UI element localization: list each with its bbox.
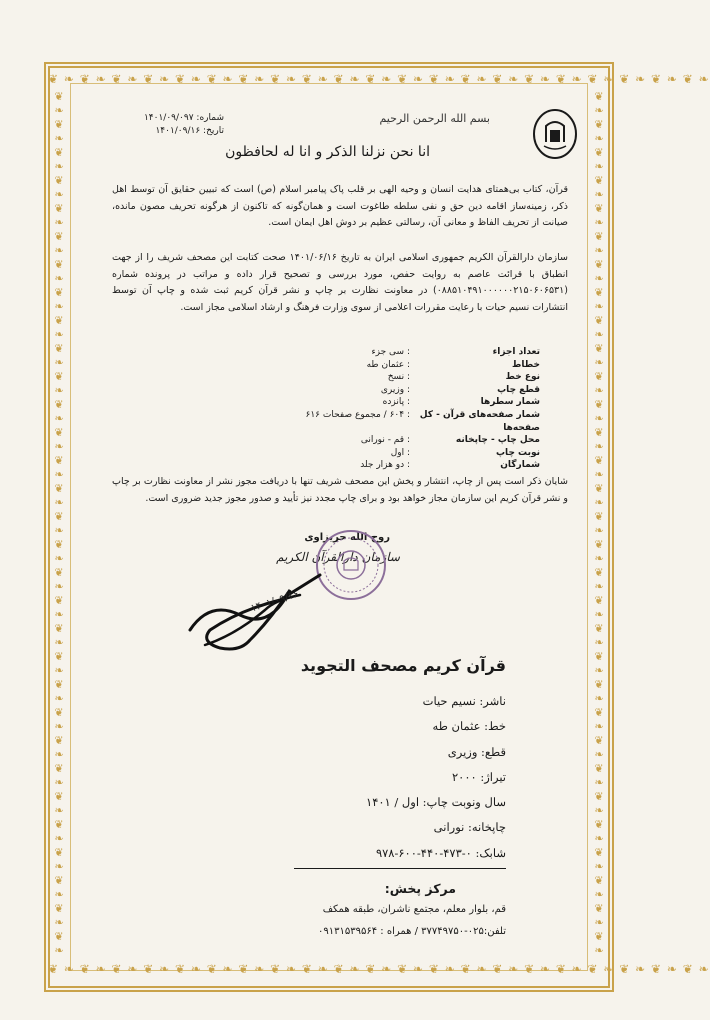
circulation-line: تیراژ: ۲۰۰۰	[451, 769, 506, 784]
spec-row	[220, 409, 540, 434]
top-ornament: ❦ ❧ ❦ ❧ ❦ ❧ ❦ ❧ ❦ ❧ ❦ ❧ ❦ ❧ ❦ ❧ ❦ ❧ ❦ ❧ ❦ ❧ ❦ ❧ ❦ ❧ ❦ ❧ ❦ ❧ ❦ ❧ ❦ ❧ ❦ ❧ ❦ ❧ ❦ ❧ ❦ ❧	[48, 72, 710, 86]
edition-line: سال ونوبت چاپ: اول / ۱۴۰۱	[366, 795, 506, 810]
quran-verse: انا نحن نزلنا الذکر و انا له لحافظون	[225, 144, 430, 160]
format-line: قطع: وزیری	[447, 744, 506, 759]
spec-value: : پانزده	[382, 397, 410, 408]
spec-key: قطع چاپ	[497, 384, 540, 395]
imprint-block	[106, 656, 506, 943]
spec-value: : عثمان طه	[366, 359, 410, 370]
spec-value: : دو هزار جلد	[360, 460, 410, 471]
handwritten-date: ۱۴۰۱/۰۹/۱۶	[249, 588, 301, 615]
bottom-ornament: ❦ ❧ ❦ ❧ ❦ ❧ ❦ ❧ ❦ ❧ ❦ ❧ ❦ ❧ ❦ ❧ ❦ ❧ ❦ ❧ ❦ ❧ ❦ ❧ ❦ ❧ ❦ ❧ ❦ ❧ ❦ ❧ ❦ ❧ ❦ ❧ ❦ ❧ ❦ ❧ ❦ ❧	[48, 962, 710, 976]
organization-logo	[532, 108, 578, 160]
isbn-line: شابک: ۰-۴۷۳-۴۴۰-۶۰۰-۹۷۸	[375, 845, 506, 860]
left-ornament: ❦ ❧ ❦ ❧ ❦ ❧ ❦ ❧ ❦ ❧ ❦ ❧ ❦ ❧ ❦ ❧ ❦ ❧ ❦ ❧ ❦ ❧ ❦ ❧ ❦ ❧ ❦ ❧ ❦ ❧ ❦ ❧ ❦ ❧ ❦ ❧ ❦ ❧ ❦ ❧ ❦ ❧ ❦ ❧ ❦ ❧ ❦ ❧ ❦ ❧ ❦ ❧ ❦ ❧ ❦ ❧ ❦ ❧ ❦ ❧ ❦ ❧	[54, 90, 64, 957]
spec-key: تعداد اجزاء	[492, 347, 540, 357]
spec-key: شمار سطرها	[480, 397, 540, 408]
spec-row	[220, 359, 540, 372]
notice-paragraph: شایان ذکر است پس از چاپ، انتشار و پخش این مصحف شریف تنها با دریافت مجوز نشر از معاونت نظارت بر چاپ و نشر قرآن کریم این سازمان مجاز خواهد بود و برای چاپ مجدد نیز تأیید و صدور مجوز جدید ضروری است.	[112, 476, 568, 504]
distribution-title: مرکز پخش:	[384, 881, 456, 897]
divider	[294, 868, 506, 869]
spec-value: : قم - نورانی	[360, 435, 410, 446]
spec-value: : ۶۰۴ / مجموع صفحات ۶۱۶	[305, 409, 410, 420]
calligraphy-line: خط: عثمان طه	[432, 719, 506, 734]
spec-key: خطاط	[512, 359, 540, 370]
right-ornament: ❦ ❧ ❦ ❧ ❦ ❧ ❦ ❧ ❦ ❧ ❦ ❧ ❦ ❧ ❦ ❧ ❦ ❧ ❦ ❧ ❦ ❧ ❦ ❧ ❦ ❧ ❦ ❧ ❦ ❧ ❦ ❧ ❦ ❧ ❦ ❧ ❦ ❧ ❦ ❧ ❦ ❧ ❦ ❧ ❦ ❧ ❦ ❧ ❦ ❧ ❦ ❧ ❦ ❧ ❦ ❧ ❦ ❧ ❦ ❧ ❦ ❧	[594, 90, 604, 957]
spec-key: شمار صفحه‌های قرآن - کل صفحه‌ها	[419, 409, 540, 433]
spec-value: : نسخ	[387, 372, 410, 383]
distribution-address: قم، بلوار معلم، مجتمع ناشران، طبقه همکف	[322, 904, 506, 916]
spec-row	[220, 371, 540, 384]
spec-key: شمارگان	[500, 460, 540, 471]
approval-paragraph: سازمان دارالقرآن الکریم جمهوری اسلامی ایران به تاریخ ۱۴۰۱/۰۶/۱۶ صحت کتابت این مصحف شریف را از جهت انطباق با قرائت عاصم به روایت حفص، مورد بررسی و تصحیح قرار داده و مراتب در پرونده شماره (۰۸۸۵۱۰۴۹۱۰۰۰۰۰۰۲۱۵۰۶۰۶۵۳۱) در معاونت نظارت بر چاپ و نشر قرآن کریم ثبت شده و چاپ آن توسط انتشارات نسیم حیات با رعایت مقررات اعلامی از سوی وزارت فرهنگ و ارشاد اسلامی مجاز است.	[112, 252, 569, 313]
spec-row	[220, 447, 540, 460]
book-title: قرآن کریم مصحف التجوید	[300, 656, 506, 675]
spec-row	[220, 346, 540, 359]
signer-name: روح الله حریزاوی	[304, 532, 390, 543]
spec-value: : اول	[390, 447, 410, 458]
spec-key: نوبت چاپ	[496, 447, 540, 458]
distribution-phones: تلفن:۰۲۵-۳۷۷۴۹۷۵۰ / همراه : ۰۹۱۳۱۵۳۹۵۶۴	[318, 926, 506, 938]
spec-key: نوع خط	[505, 372, 540, 383]
intro-paragraph: قرآن، کتاب بی‌همتای هدایت انسان و وحیه الهی بر قلب پاک پیامبر اسلام (ص) است که تبیین حقایق آن توسط اهل ذکر، زمینه‌ساز اقامه دین حق و نفی سلطه طاغوت است و همان‌گونه که تاکنون از هرگونه تحریف مصون مانده، صیانت از تحریف الفاظ و معانی آن، رسالتی عظیم بر دوش اهل ایمان است.	[112, 184, 568, 228]
letter-date: تاریخ: ۱۴۰۱/۰۹/۱۶	[155, 126, 224, 136]
spec-value: : سی جزء	[371, 347, 410, 357]
spec-row	[220, 434, 540, 447]
specification-list	[220, 346, 540, 472]
letter-reference	[114, 112, 224, 138]
spec-row	[220, 384, 540, 397]
bismillah: بسم الله الرحمن الرحيم	[379, 112, 490, 125]
spec-key: محل چاپ - چاپخانه	[455, 435, 540, 446]
spec-row	[220, 459, 540, 472]
publisher-line: ناشر: نسیم حیات	[422, 694, 506, 708]
spec-value: : وزیری	[380, 384, 410, 395]
handwritten-signature	[180, 570, 340, 660]
letter-number: شماره: ۱۴۰۱/۰۹/۰۹۷	[143, 113, 224, 123]
spec-row	[220, 396, 540, 409]
organization-name: سازمان دارالقرآن الکریم	[276, 550, 400, 564]
document-content	[100, 100, 570, 960]
printer-line: چاپخانه: نورانی	[433, 820, 506, 835]
